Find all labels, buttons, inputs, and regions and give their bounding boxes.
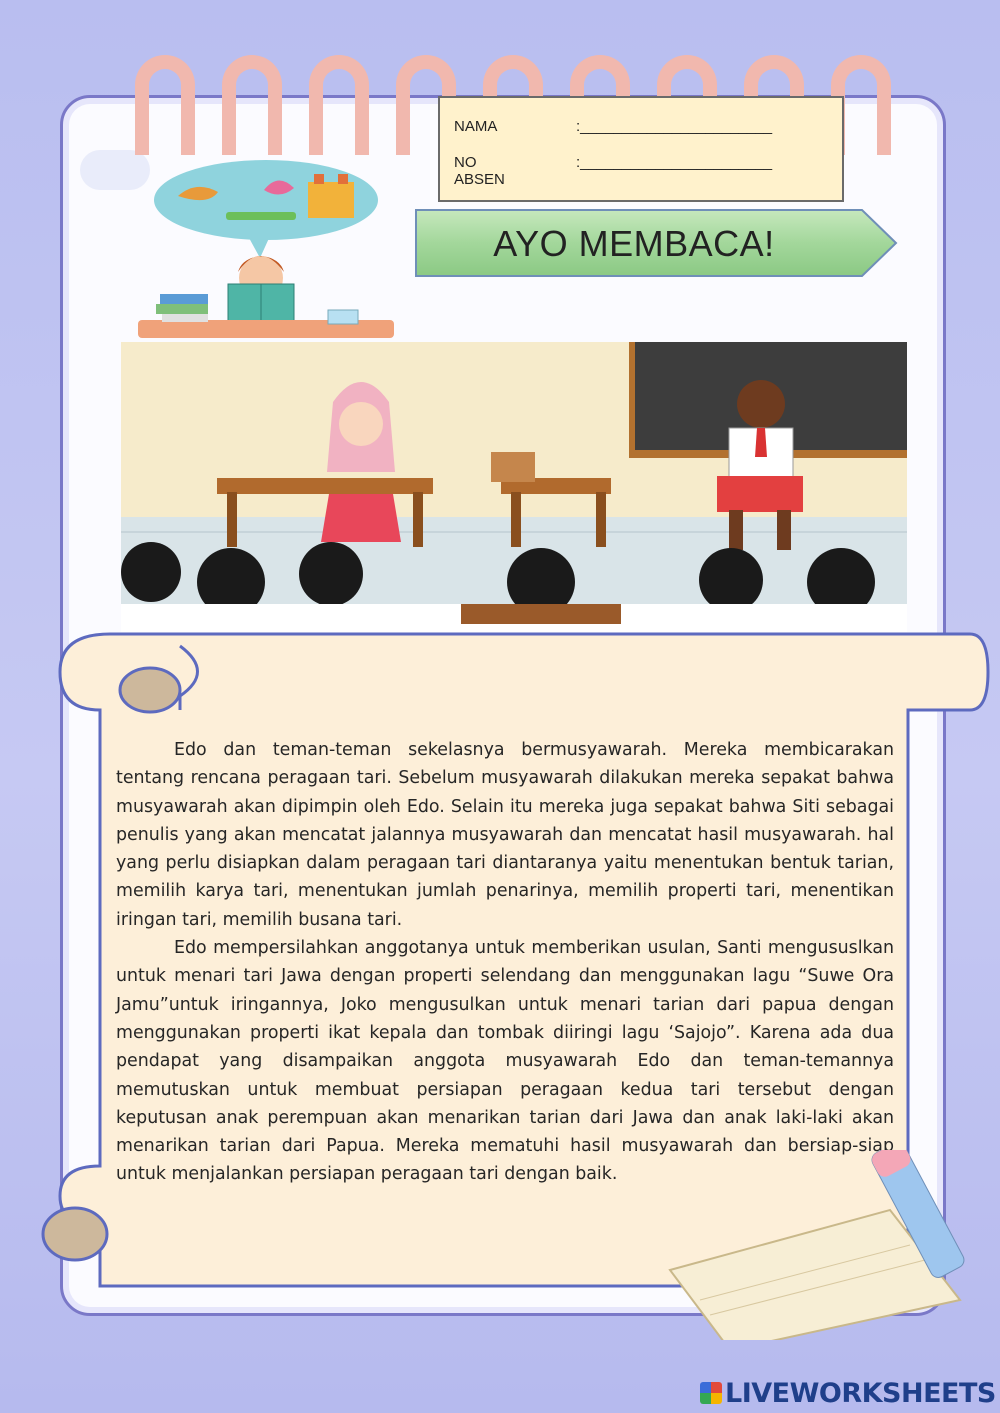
name-input[interactable]: :_______________________ (576, 118, 773, 135)
classroom-illustration (121, 342, 907, 632)
absen-input[interactable]: :_______________________ (576, 154, 773, 171)
name-label: NAMA (454, 118, 498, 135)
ring-icon (135, 55, 195, 155)
absen-label: NO ABSEN (454, 154, 505, 188)
reading-girl-illustration (136, 160, 400, 340)
liveworksheets-logo (700, 1378, 996, 1408)
liveworksheets-icon (700, 1382, 722, 1404)
paragraph-2: Edo mempersilahkan anggotanya untuk memberikan usulan, Santi mengususlkan untuk menari tari Jawa dengan properti selendang dan menggunakan lagu “Suwe Ora Jamu”untuk iringannya, Joko mengusulkan untuk menari tarian dari papua dengan menggunakan properti ikat kepala dan tombak diiringi lagu ‘Sajojo”. Karena ada dua pendapat yang disampaikan anggota musyawarah Edo dan teman-temannya memutuskan untuk membuat persiapan peragaan kedua tari tersebut dengan keputusan anak perempuan akan menarikan tarian dari Jawa dan anak laki-laki akan menarikan tarian dari Papua. Mereka mematuhi hasil musyawarah dan bersiap-siap untuk menjalankan persiapan peragaan tari dengan baik. (116, 938, 894, 1185)
student-info-box (438, 96, 844, 202)
paragraph-1: Edo dan teman-teman sekelasnya bermusyawarah. Mereka membicarakan tentang rencana peragaan tari. Sebelum musyawarah dilakukan mereka sepakat bahwa musyawarah akan dipimpin oleh Edo. Selain itu mereka juga sepakat bahwa Siti sebagai penulis yang akan mencatat jalannya musyawarah dan mencatat hasil musyawarah. hal yang perlu disiapkan dalam peragaan tari diantaranya yaitu menentukan bentuk tarian, memilih karya tari, menentukan jumlah penarinya, memilih properti tari, menentikan iringan tari, memilih busana tari. (116, 740, 894, 930)
page-title: AYO MEMBACA! (493, 223, 775, 264)
brand-name: LIVEWORKSHEETS (725, 1378, 996, 1409)
ring-icon (309, 55, 369, 155)
sketchbook-pencil-decoration (640, 1150, 980, 1340)
ring-icon (222, 55, 282, 155)
reading-passage (116, 736, 894, 1189)
